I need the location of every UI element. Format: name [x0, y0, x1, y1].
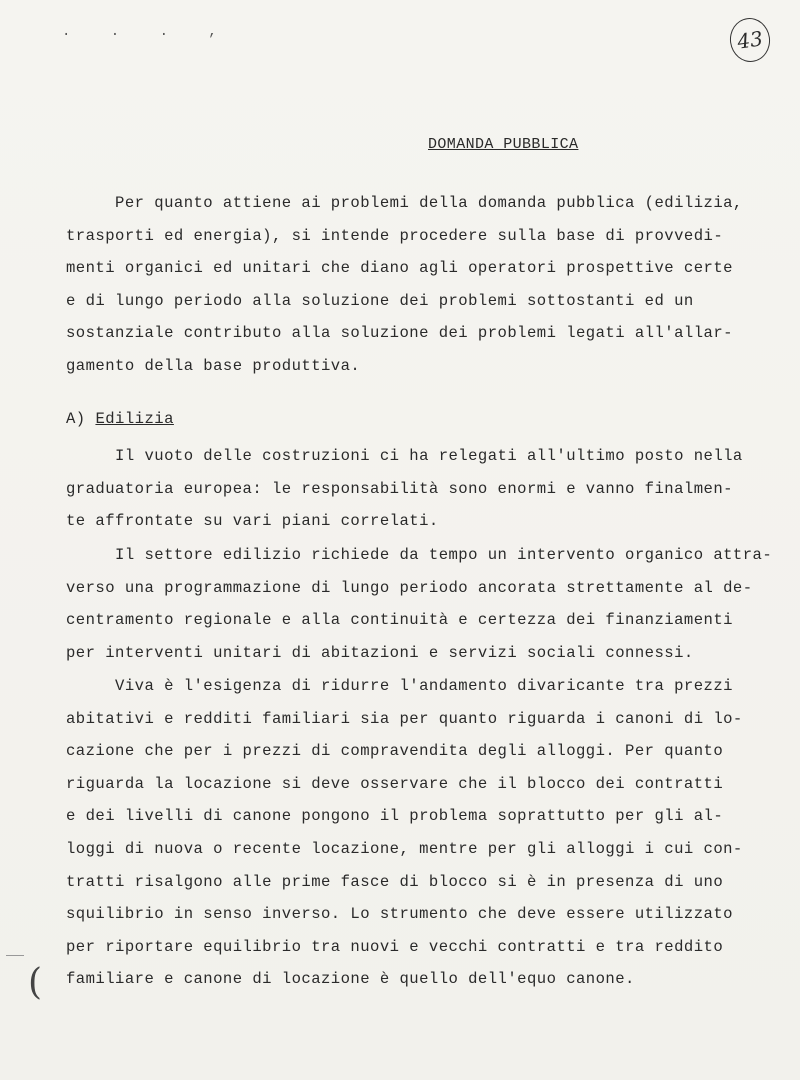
text-line: centramento regionale e alla continuità e certezza dei finanziamenti: [66, 611, 733, 630]
text-line: te affrontate su vari piani correlati.: [66, 512, 439, 531]
text-line: verso una programmazione di lungo periodo ancorata strettamente al de-: [66, 578, 753, 597]
page-title: DOMANDA PUBBLICA: [428, 136, 579, 153]
text-line: Viva è l'esigenza di ridurre l'andamento divaricante tra prezzi: [66, 677, 733, 695]
text-line: Il settore edilizio richiede da tempo un intervento organico attra-: [66, 546, 773, 564]
text-line: e di lungo periodo alla soluzione dei problemi sottostanti ed un: [66, 291, 694, 310]
text-line: abitativi e redditi familiari sia per quanto riguarda i canoni di lo-: [66, 709, 743, 728]
text-line: riguarda la locazione si deve osservare che il blocco dei contratti: [66, 774, 724, 793]
text-line: per interventi unitari di abitazioni e servizi sociali connessi.: [66, 643, 694, 662]
text-line: trasporti ed energia), si intende procedere sulla base di provvedi-: [66, 226, 724, 245]
text-line: familiare e canone di locazione è quello dell'equo canone.: [66, 970, 635, 989]
text-line: tratti risalgono alle prime fasce di blocco si è in presenza di uno: [66, 872, 724, 891]
text-line: squilibrio in senso inverso. Lo strumento che deve essere utilizzato: [66, 905, 733, 924]
text-line: loggi di nuova o recente locazione, mentre per gli alloggi i cui con-: [66, 840, 743, 858]
margin-dash: [6, 955, 24, 956]
text-line: e dei livelli di canone pongono il problema soprattutto per gli al-: [66, 807, 724, 826]
section-marker: A): [66, 410, 86, 428]
text-line: per riportare equilibrio tra nuovi e vecchi contratti e tra reddito: [66, 937, 724, 956]
text-line: Per quanto attiene ai problemi della domanda pubblica (edilizia,: [66, 194, 743, 212]
text-line: cazione che per i prezzi di compravendita degli alloggi. Per quanto: [66, 742, 724, 761]
text-line: menti organici ed unitari che diano agli operatori prospettive certe: [66, 259, 733, 278]
text-line: gamento della base produttiva.: [66, 357, 361, 375]
section-heading-a: [66, 410, 174, 428]
scan-marks: . . . ,: [62, 24, 233, 40]
page-number: 43: [727, 15, 773, 64]
margin-bracket-mark: (: [28, 962, 43, 1003]
section-title: Edilizia: [95, 410, 174, 428]
text-line: Il vuoto delle costruzioni ci ha relegati all'ultimo posto nella: [66, 447, 743, 465]
text-line: graduatoria europea: le responsabilità sono enormi e vanno finalmen-: [66, 479, 733, 498]
text-line: sostanziale contributo alla soluzione dei problemi legati all'allar-: [66, 324, 733, 343]
